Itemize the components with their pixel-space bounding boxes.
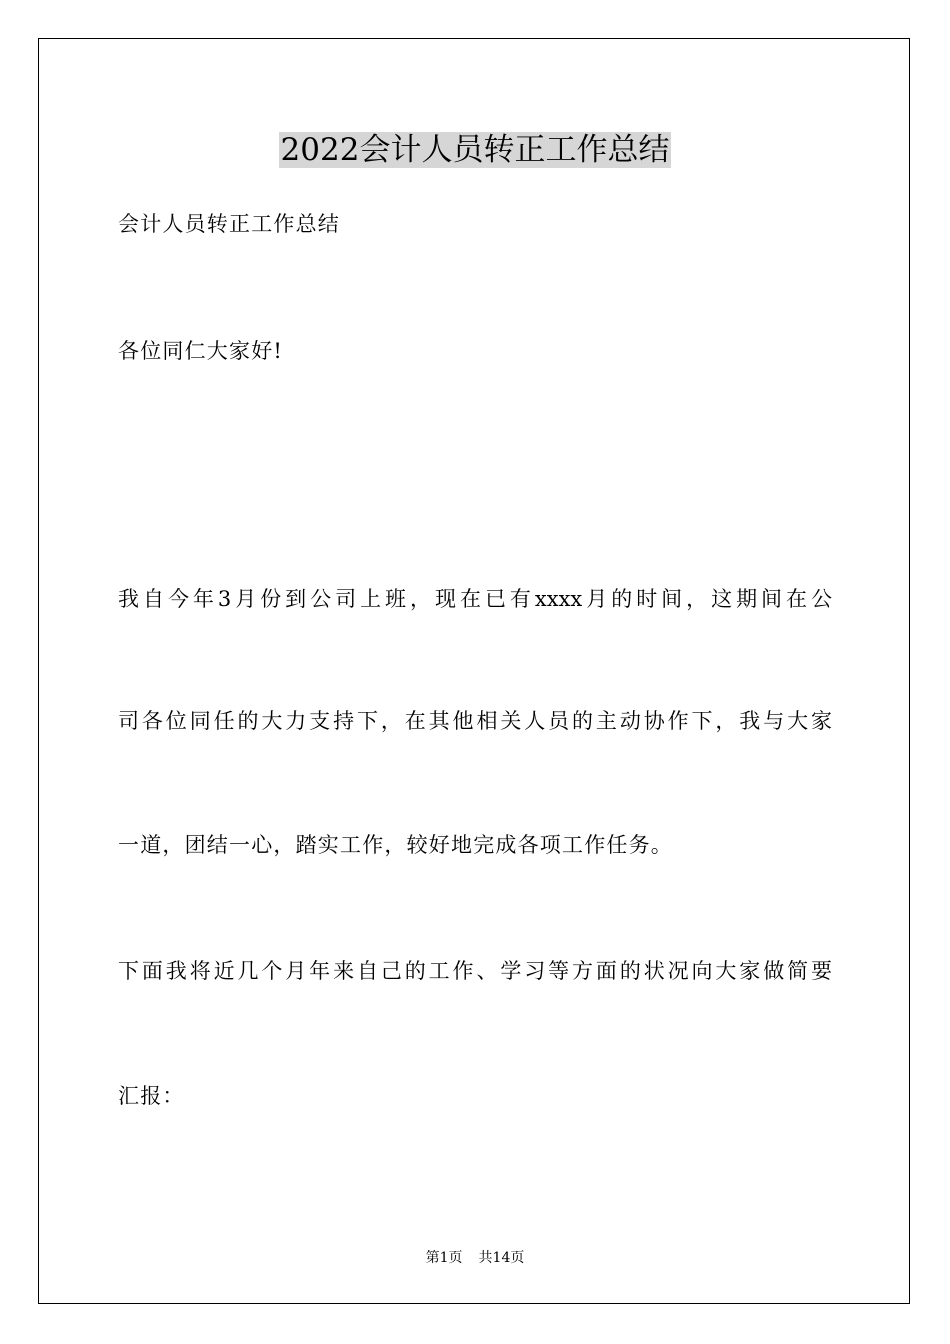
body-line-2: 司各位同任的大力支持下，在其他相关人员的主动协作下，我与大家 bbox=[118, 709, 832, 733]
greeting-line: 各位同仁大家好! bbox=[118, 339, 284, 363]
page-footer bbox=[0, 1248, 950, 1268]
page-total: 共14页 bbox=[478, 1250, 525, 1266]
document-subtitle: 会计人员转正工作总结 bbox=[118, 212, 340, 236]
body-line-3: 一道，团结一心，踏实工作，较好地完成各项工作任务。 bbox=[118, 833, 673, 857]
page-number: 第1页 bbox=[425, 1250, 463, 1266]
document-title-text: 2022会计人员转正工作总结 bbox=[280, 132, 670, 168]
body-line-1: 我自今年3月份到公司上班，现在已有xxxx月的时间，这期间在公 bbox=[118, 587, 832, 611]
body-line-4: 下面我将近几个月年来自己的工作、学习等方面的状况向大家做简要 bbox=[118, 959, 832, 983]
document-title bbox=[0, 128, 950, 172]
body-line-5: 汇报： bbox=[118, 1084, 185, 1108]
